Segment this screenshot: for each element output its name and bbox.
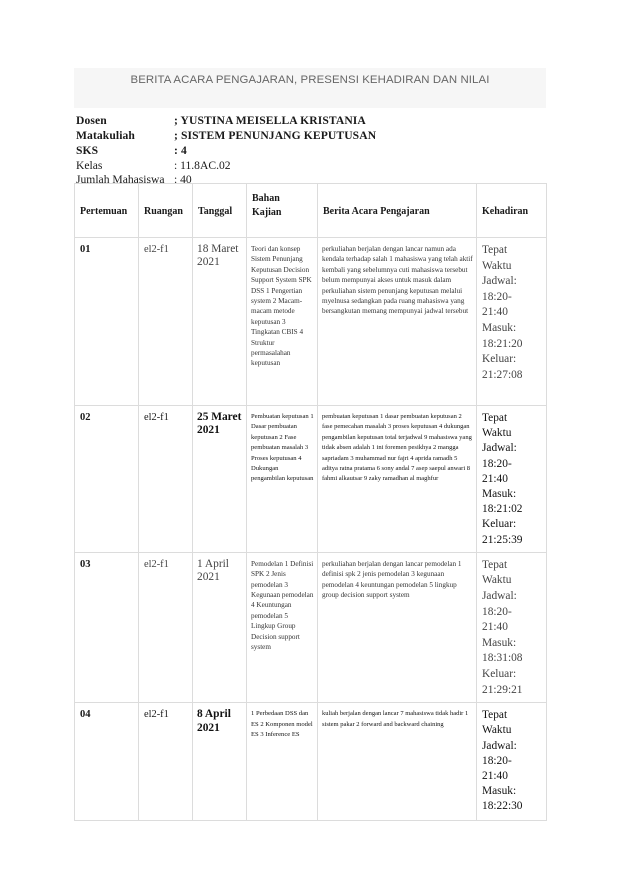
cell-bahan: 1 Perbedaan DSS dan ES 2 Komponen model ES 3 Inference ES [247, 703, 318, 821]
header-tanggal: Tanggal [193, 184, 247, 238]
cell-kehadiran [477, 406, 547, 553]
info-value: : 40 [174, 173, 192, 186]
kehadiran-line: 18:21:02 [482, 503, 523, 516]
info-value: : 4 [174, 144, 187, 157]
table-row [75, 703, 547, 821]
kehadiran-line: Tepat [482, 412, 508, 424]
info-label: Kelas [76, 159, 103, 172]
cell-tanggal: 1 April 2021 [193, 552, 247, 702]
kehadiran-line: 18:20- [482, 605, 512, 618]
kehadiran-line: Jadwal: [482, 590, 517, 603]
info-label: Jumlah Mahasiswa [76, 173, 165, 186]
kehadiran-line: Waktu [482, 259, 512, 272]
header-ruangan: Ruangan [139, 184, 193, 238]
info-value: ; SISTEM PENUNJANG KEPUTUSAN [174, 129, 377, 142]
table-row [75, 406, 547, 553]
cell-pertemuan: 02 [75, 406, 139, 553]
cell-kehadiran [477, 238, 547, 406]
kehadiran-line: 21:25:39 [482, 533, 523, 546]
document-title: BERITA ACARA PENGAJARAN, PRESENSI KEHADIRAN DAN NILAI [130, 74, 490, 86]
kehadiran-line: Jadwal: [482, 275, 517, 288]
kehadiran-line: Jadwal: [482, 739, 517, 752]
cell-kehadiran [477, 703, 547, 821]
kehadiran-line: 18:20- [482, 457, 512, 470]
kehadiran-line: Keluar: [482, 518, 517, 531]
info-value: ; YUSTINA MEISELLA KRISTANIA [174, 114, 366, 127]
header-kehadiran: Kehadiran [477, 184, 547, 238]
kehadiran-line: Keluar: [482, 667, 517, 680]
kehadiran-line: 21:40 [482, 769, 508, 782]
cell-ruangan: el2-f1 [139, 406, 193, 553]
cell-tanggal: 8 April 2021 [193, 703, 247, 821]
table-row [75, 238, 547, 406]
kehadiran-line: 21:40 [482, 472, 508, 485]
info-value: : 11.8AC.02 [174, 159, 231, 172]
cell-bahan: Pemodelan 1 Definisi SPK 2 Jenis pemodelan 3 Kegunaan pemodelan 4 Keuntungan pemodelan 5 Lingkup Group Decision support system [247, 552, 318, 702]
cell-berita: pembuatan keputusan 1 dasar pembuatan keputusan 2 fase pemecahan masalah 3 proses keputusan 4 dukungan pengambilan keputusan total terjadwal 9 mahasiswa yang tidak absen adalah 1 ini foremen pesikhya 2 mangga sapriadam 3 muhammad nur fajri 4 aprida ramadh 5 aditya ratna pratama 6 sony andal 7 asep saepul anwari 8 fahmi alkautsar 9 zaky ramadhan al maghfur [318, 406, 477, 553]
info-label: Matakuliah [76, 129, 135, 142]
kehadiran-line: Masuk: [482, 636, 517, 649]
cell-pertemuan: 03 [75, 552, 139, 702]
kehadiran-line: 18:21:20 [482, 337, 523, 350]
kehadiran-line: Waktu [482, 427, 512, 440]
header-pertemuan: Pertemuan [75, 184, 139, 238]
table-header-row [75, 184, 547, 238]
cell-ruangan: el2-f1 [139, 552, 193, 702]
cell-pertemuan: 04 [75, 703, 139, 821]
kehadiran-line: Masuk: [482, 785, 517, 798]
table-row [75, 552, 547, 702]
kehadiran-line: Waktu [482, 574, 512, 587]
info-label: SKS [76, 144, 99, 157]
kehadiran-line: Masuk: [482, 488, 517, 501]
kehadiran-line: 21:29:21 [482, 683, 523, 696]
cell-pertemuan: 01 [75, 238, 139, 406]
kehadiran-line: Waktu [482, 724, 512, 737]
kehadiran-line: Tepat [482, 244, 508, 256]
cell-bahan: Pembuatan keputusan 1 Dasar pembuatan keputusan 2 Fase pembuatan masalah 3 Proses keputusan 4 Dukungan pengambilan keputusan [247, 406, 318, 553]
kehadiran-line: 21:40 [482, 306, 508, 319]
kehadiran-line: 18:20- [482, 290, 512, 303]
info-label: Dosen [76, 114, 107, 127]
kehadiran-line: Tepat [482, 709, 508, 722]
cell-bahan: Teori dan konsep Sistem Penunjang Keputusan Decision Support System SPK DSS 1 Pengertian system 2 Macam-macam metode keputusan 3 Tingkatan CBIS 4 Struktur permasalahan keputusan [247, 238, 318, 406]
header-bahan: Bahan Kajian [247, 184, 318, 238]
kehadiran-line: Tepat [482, 558, 508, 571]
cell-tanggal: 25 Maret 2021 [193, 406, 247, 553]
attendance-table [74, 183, 547, 821]
kehadiran-line: 18:22:30 [482, 800, 523, 813]
cell-berita: kuliah berjalan dengan lancar 7 mahasiswa tidak hadir 1 sistem pakar 2 forward and backward chaining [318, 703, 477, 821]
cell-tanggal: 18 Maret 2021 [193, 238, 247, 406]
kehadiran-line: 21:27:08 [482, 368, 523, 381]
kehadiran-line: 18:20- [482, 754, 512, 767]
cell-berita: perkuliahan berjalan dengan lancar namun ada kendala terhadap salah 1 mahasiswa yang telah aktif kembali yang sebelumnya cuti mahasiswa tersebut belum mempunyai akses untuk masuk dalam perkuliahan sistem penunjang keputusan melalui myelnusa sedangkan pada ruang mahasiswa yang bersangkutan memang mempunyai jadwal tersebut [318, 238, 477, 406]
header-berita: Berita Acara Pengajaran [318, 184, 477, 238]
kehadiran-line: Keluar: [482, 353, 517, 366]
cell-ruangan: el2-f1 [139, 238, 193, 406]
cell-ruangan: el2-f1 [139, 703, 193, 821]
kehadiran-line: 18:31:08 [482, 652, 523, 665]
kehadiran-line: Masuk: [482, 321, 517, 334]
cell-berita: perkuliahan berjalan dengan lancar pemodelan 1 definisi spk 2 jenis pemodelan 3 kegunaan pemodelan 4 keuntungan pemodelan 5 lingkup group decision support system [318, 552, 477, 702]
cell-kehadiran [477, 552, 547, 702]
kehadiran-line: Jadwal: [482, 442, 517, 455]
kehadiran-line: 21:40 [482, 621, 508, 634]
